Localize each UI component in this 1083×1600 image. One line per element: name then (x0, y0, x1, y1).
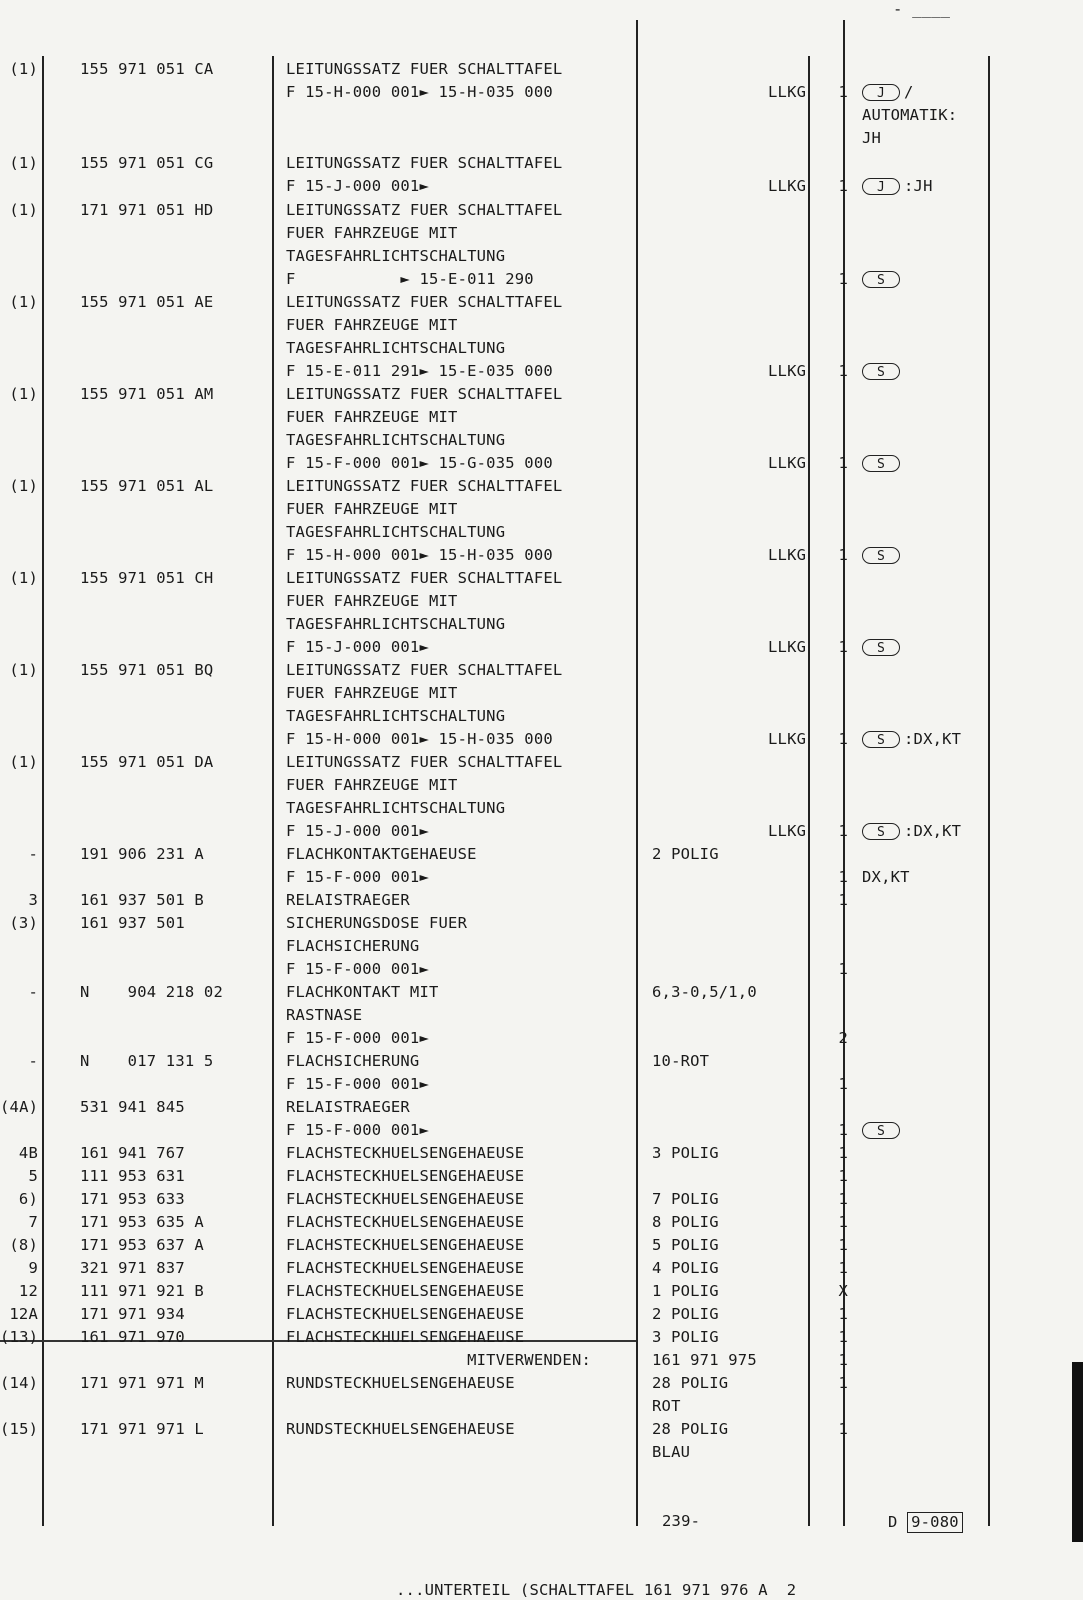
description-line: F 15-F-000 001► (286, 1075, 429, 1093)
model-code: JH (862, 129, 882, 147)
part-number: 155 971 051 CA (80, 60, 214, 78)
description-line: FLACHKONTAKT MIT (286, 983, 439, 1001)
position-number: (1) (9, 753, 38, 771)
quantity: 1 (838, 822, 848, 840)
remark: 28 POLIG (652, 1420, 729, 1438)
model-code (862, 268, 904, 291)
quantity: 1 (838, 1328, 848, 1346)
model-code (862, 175, 933, 198)
description-line: F 15-E-011 291► 15-E-035 000 (286, 362, 553, 380)
remark: 1 POLIG (652, 1282, 719, 1300)
model-suffix: :DX,KT (904, 730, 962, 748)
description-line: FUER FAHRZEUGE MIT (286, 776, 458, 794)
position-number: (1) (9, 385, 38, 403)
quantity: 1 (838, 960, 848, 978)
quantity: 1 (838, 546, 848, 564)
description-line: F 15-H-000 001► 15-H-035 000 (286, 546, 553, 564)
engine-code-icon: J (862, 84, 900, 101)
engine-code-icon: S (862, 455, 900, 472)
quantity: 1 (838, 1374, 848, 1392)
description-line: F 15-F-000 001► (286, 960, 429, 978)
quantity: 1 (838, 1167, 848, 1185)
description-line: TAGESFAHRLICHTSCHALTUNG (286, 339, 506, 357)
model-code (862, 452, 904, 475)
engine-code-icon: S (862, 363, 900, 380)
description-line: F 15-J-000 001► (286, 177, 429, 195)
description-line: RUNDSTECKHUELSENGEHAEUSE (286, 1420, 515, 1438)
description-line: FUER FAHRZEUGE MIT (286, 592, 458, 610)
part-number: 155 971 051 CG (80, 154, 214, 172)
description-line: F 15-F-000 001► (286, 1029, 429, 1047)
part-number: 171 953 635 A (80, 1213, 204, 1231)
part-number: 161 937 501 B (80, 891, 204, 909)
engine-code-icon: S (862, 1122, 900, 1139)
position-number: - (28, 845, 38, 863)
position-number: - (28, 983, 38, 1001)
model-code (862, 636, 904, 659)
part-number: N 017 131 5 (80, 1052, 214, 1070)
part-number: 111 953 631 (80, 1167, 185, 1185)
model-code: DX,KT (862, 868, 910, 886)
usage-code: LLKG (768, 177, 807, 195)
description-line: FLACHSTECKHUELSENGEHAEUSE (286, 1213, 525, 1231)
description-line: LEITUNGSSATZ FUER SCHALTTAFEL (286, 385, 563, 403)
description-line: TAGESFAHRLICHTSCHALTUNG (286, 615, 506, 633)
part-number: N 904 218 02 (80, 983, 223, 1001)
model-code (862, 820, 961, 843)
description-line: FLACHSTECKHUELSENGEHAEUSE (286, 1190, 525, 1208)
quantity: 1 (838, 891, 848, 909)
description-line: RUNDSTECKHUELSENGEHAEUSE (286, 1374, 515, 1392)
engine-code-icon: S (862, 547, 900, 564)
description-line: FUER FAHRZEUGE MIT (286, 684, 458, 702)
position-number: 4B (18, 1144, 38, 1162)
description-line: TAGESFAHRLICHTSCHALTUNG (286, 523, 506, 541)
remark: 161 971 975 (652, 1351, 757, 1369)
quantity: X (838, 1282, 848, 1300)
remark: 3 POLIG (652, 1328, 719, 1346)
quantity: 1 (838, 868, 848, 886)
part-number: 171 971 971 L (80, 1420, 204, 1438)
description-line: F 15-H-000 001► 15-H-035 000 (286, 730, 553, 748)
engine-code-icon: S (862, 731, 900, 748)
description-line: LEITUNGSSATZ FUER SCHALTTAFEL (286, 661, 563, 679)
description-line: FLACHSTECKHUELSENGEHAEUSE (286, 1328, 525, 1346)
engine-code-icon: S (862, 823, 900, 840)
description-line: F ► 15-E-011 290 (286, 270, 534, 288)
description-line: FLACHSTECKHUELSENGEHAEUSE (286, 1282, 525, 1300)
position-number: 7 (28, 1213, 38, 1231)
part-number: 161 941 767 (80, 1144, 185, 1162)
remark: ROT (652, 1397, 681, 1415)
description-line: LEITUNGSSATZ FUER SCHALTTAFEL (286, 60, 563, 78)
part-number: 155 971 051 AE (80, 293, 214, 311)
description-line: TAGESFAHRLICHTSCHALTUNG (286, 707, 506, 725)
description-line: FUER FAHRZEUGE MIT (286, 316, 458, 334)
part-number: 321 971 837 (80, 1259, 185, 1277)
remark: 2 POLIG (652, 845, 719, 863)
usage-code: LLKG (768, 454, 807, 472)
usage-code: LLKG (768, 546, 807, 564)
rule-pos (42, 56, 44, 1526)
position-number: (1) (9, 661, 38, 679)
quantity: 1 (838, 1236, 848, 1254)
edge-bar (1072, 1362, 1083, 1542)
part-number: 171 953 637 A (80, 1236, 204, 1254)
remark: 10-ROT (652, 1052, 710, 1070)
quantity: 1 (838, 270, 848, 288)
rule-qty (808, 56, 810, 1526)
model-code (862, 728, 961, 751)
quantity: 1 (838, 638, 848, 656)
remark: 28 POLIG (652, 1374, 729, 1392)
part-number: 171 971 971 M (80, 1374, 204, 1392)
usage-code: LLKG (768, 83, 807, 101)
position-number: (3) (9, 914, 38, 932)
remark: 6,3-0,5/1,0 (652, 983, 757, 1001)
quantity: 1 (838, 362, 848, 380)
top-page-mark: - ____ (893, 0, 951, 18)
engine-code-icon: J (862, 178, 900, 195)
description-line: LEITUNGSSATZ FUER SCHALTTAFEL (286, 477, 563, 495)
model-suffix: :DX,KT (904, 822, 962, 840)
part-number: 155 971 051 AL (80, 477, 214, 495)
description-line: F 15-F-000 001► (286, 1121, 429, 1139)
remark: 7 POLIG (652, 1190, 719, 1208)
position-number: (13) (0, 1328, 39, 1346)
part-number: 161 971 970 (80, 1328, 185, 1346)
engine-code-icon: S (862, 639, 900, 656)
position-number: (15) (0, 1420, 39, 1438)
remark: 5 POLIG (652, 1236, 719, 1254)
description-line: LEITUNGSSATZ FUER SCHALTTAFEL (286, 154, 563, 172)
description-line: FLACHSTECKHUELSENGEHAEUSE (286, 1236, 525, 1254)
model-code (862, 1119, 904, 1142)
position-number: (1) (9, 201, 38, 219)
usage-code: LLKG (768, 822, 807, 840)
quantity: 2 (838, 1029, 848, 1047)
footer-page-number: 239- (662, 1512, 701, 1530)
part-number: 155 971 051 AM (80, 385, 214, 403)
footer-reference (888, 1512, 963, 1533)
quantity: 1 (838, 1351, 848, 1369)
position-number: (1) (9, 293, 38, 311)
description-line: FUER FAHRZEUGE MIT (286, 500, 458, 518)
part-number: 171 971 934 (80, 1305, 185, 1323)
description-line: F 15-J-000 001► (286, 822, 429, 840)
description-line: LEITUNGSSATZ FUER SCHALTTAFEL (286, 201, 563, 219)
cutoff-row: ...UNTERTEIL (SCHALTTAFEL 161 971 976 A 2 (396, 1581, 797, 1599)
position-number: 9 (28, 1259, 38, 1277)
description-line: FLACHSTECKHUELSENGEHAEUSE (286, 1144, 525, 1162)
description-line: TAGESFAHRLICHTSCHALTUNG (286, 247, 506, 265)
description-line: TAGESFAHRLICHTSCHALTUNG (286, 799, 506, 817)
position-number: (4A) (0, 1098, 39, 1116)
rule-right (988, 56, 990, 1526)
position-number: 5 (28, 1167, 38, 1185)
description-line: FLACHSTECKHUELSENGEHAEUSE (286, 1167, 525, 1185)
description-line: LEITUNGSSATZ FUER SCHALTTAFEL (286, 753, 563, 771)
part-number: 155 971 051 CH (80, 569, 214, 587)
usage-code: LLKG (768, 730, 807, 748)
usage-code: LLKG (768, 362, 807, 380)
part-number: 111 971 921 B (80, 1282, 204, 1300)
position-number: (1) (9, 154, 38, 172)
quantity: 1 (838, 83, 848, 101)
description-line: FUER FAHRZEUGE MIT (286, 224, 458, 242)
quantity: 1 (838, 177, 848, 195)
description-line: FLACHSICHERUNG (286, 1052, 420, 1070)
remark: 8 POLIG (652, 1213, 719, 1231)
footer-code: 9-080 (907, 1512, 963, 1533)
quantity: 1 (838, 1075, 848, 1093)
position-number: 12 (18, 1282, 38, 1300)
remark: BLAU (652, 1443, 691, 1461)
quantity: 1 (838, 1420, 848, 1438)
description-line: LEITUNGSSATZ FUER SCHALTTAFEL (286, 569, 563, 587)
description-line: RASTNASE (286, 1006, 363, 1024)
quantity: 1 (838, 1259, 848, 1277)
description-line: F 15-F-000 001► 15-G-035 000 (286, 454, 553, 472)
description-line: RELAISTRAEGER (286, 1098, 410, 1116)
usage-code: LLKG (768, 638, 807, 656)
footer-letter: D (888, 1513, 898, 1531)
model-code: AUTOMATIK: (862, 106, 958, 124)
quantity: 1 (838, 1305, 848, 1323)
part-number: 191 906 231 A (80, 845, 204, 863)
quantity: 1 (838, 730, 848, 748)
quantity: 1 (838, 454, 848, 472)
remark: 2 POLIG (652, 1305, 719, 1323)
description-line: FLACHSTECKHUELSENGEHAEUSE (286, 1305, 525, 1323)
part-number: 155 971 051 BQ (80, 661, 214, 679)
description-line: LEITUNGSSATZ FUER SCHALTTAFEL (286, 293, 563, 311)
model-suffix: / (904, 83, 914, 101)
description-line: FLACHSTECKHUELSENGEHAEUSE (286, 1259, 525, 1277)
description-line: FLACHKONTAKTGEHAEUSE (286, 845, 477, 863)
part-number: 155 971 051 DA (80, 753, 214, 771)
description-line: F 15-J-000 001► (286, 638, 429, 656)
rule-desc (272, 56, 274, 1526)
position-number: 3 (28, 891, 38, 909)
engine-code-icon: S (862, 271, 900, 288)
description-line: RELAISTRAEGER (286, 891, 410, 909)
model-suffix: :JH (904, 177, 933, 195)
position-number: (14) (0, 1374, 39, 1392)
remark: 4 POLIG (652, 1259, 719, 1277)
position-number: - (28, 1052, 38, 1070)
description-line: F 15-F-000 001► (286, 868, 429, 886)
position-number: (1) (9, 60, 38, 78)
position-number: 6) (18, 1190, 38, 1208)
description-line: F 15-H-000 001► 15-H-035 000 (286, 83, 553, 101)
model-code (862, 360, 904, 383)
quantity: 1 (838, 1213, 848, 1231)
part-number: 171 953 633 (80, 1190, 185, 1208)
description-line: SICHERUNGSDOSE FUER (286, 914, 468, 932)
position-number: (8) (9, 1236, 38, 1254)
rule-remark (636, 20, 638, 1526)
part-number: 171 971 051 HD (80, 201, 214, 219)
position-number: (1) (9, 569, 38, 587)
part-number: 531 941 845 (80, 1098, 185, 1116)
quantity: 1 (838, 1190, 848, 1208)
description-line: MITVERWENDEN: (286, 1351, 592, 1369)
position-number: (1) (9, 477, 38, 495)
description-line: FUER FAHRZEUGE MIT (286, 408, 458, 426)
model-code (862, 81, 914, 104)
remark: 3 POLIG (652, 1144, 719, 1162)
quantity: 1 (838, 1144, 848, 1162)
part-number: 161 937 501 (80, 914, 185, 932)
position-number: 12A (9, 1305, 38, 1323)
quantity: 1 (838, 1121, 848, 1139)
description-line: FLACHSICHERUNG (286, 937, 420, 955)
model-code (862, 544, 904, 567)
description-line: TAGESFAHRLICHTSCHALTUNG (286, 431, 506, 449)
